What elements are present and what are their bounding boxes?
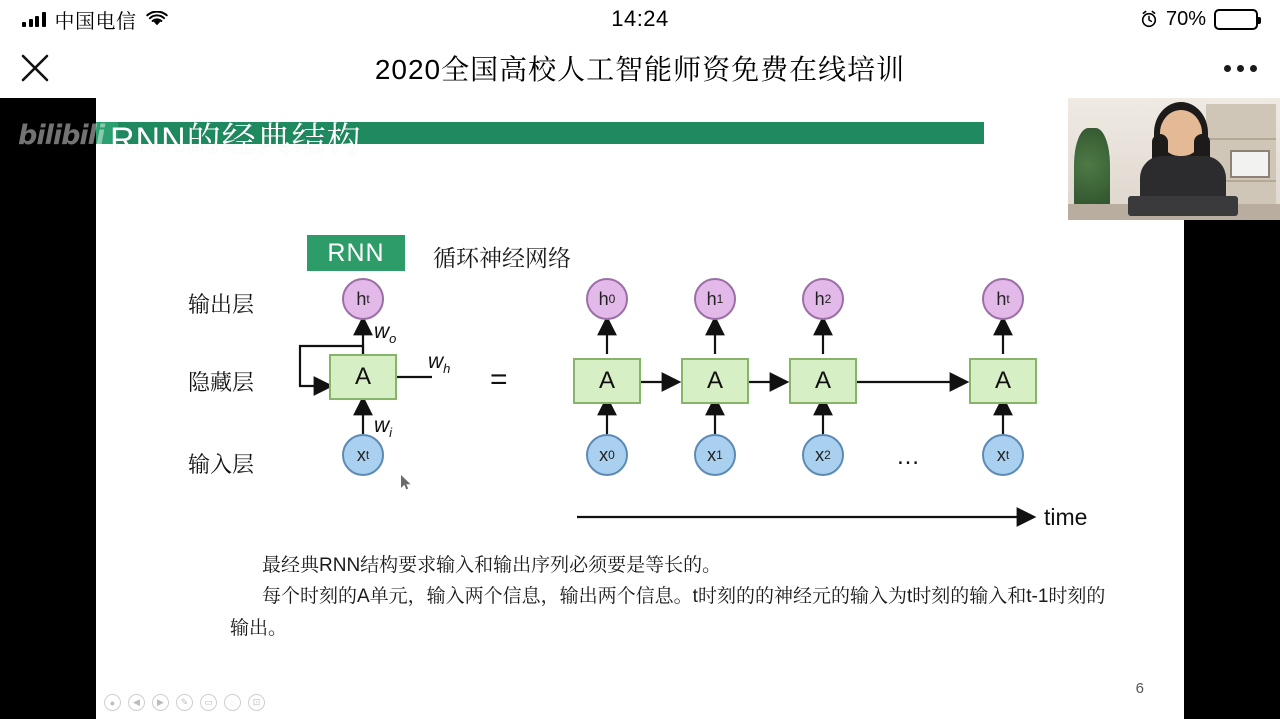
node-a-0: A <box>573 358 641 404</box>
video-player[interactable] <box>0 98 1280 719</box>
label-output-layer: 输出层 <box>188 292 255 317</box>
node-h-1 <box>694 278 736 320</box>
toolbar-grid-icon[interactable]: ⊡ <box>248 694 265 711</box>
slide-body-line-1: 最经典RNN结构要求输入和输出序列必须要是等长的。 <box>262 555 722 576</box>
slide-body-text <box>230 550 1130 644</box>
equals-sign: = <box>490 363 508 396</box>
alarm-clock-icon <box>1140 10 1158 28</box>
rnn-caption: 循环神经网络 <box>433 245 571 271</box>
mouse-cursor <box>400 474 412 490</box>
node-h-subscript: t <box>366 292 370 306</box>
node-h-0-label: h <box>598 288 609 309</box>
label-input-layer: 输入层 <box>188 452 255 477</box>
toolbar-prev-icon[interactable]: ◀ <box>128 694 145 711</box>
node-x-1-label: x <box>707 444 717 465</box>
more-options-icon[interactable] <box>1200 38 1280 98</box>
node-h-2 <box>802 278 844 320</box>
battery-icon <box>1214 9 1258 30</box>
webcam-laptop <box>1128 196 1238 216</box>
node-a-2: A <box>789 358 857 404</box>
navigation-bar <box>0 38 1280 98</box>
webcam-monitor <box>1230 150 1270 178</box>
slide-title: RNN的经典结构 <box>110 121 362 159</box>
toolbar-next-icon[interactable]: ▶ <box>152 694 169 711</box>
status-bar-clock: 14:24 <box>611 6 669 31</box>
node-h-label: h <box>356 288 367 309</box>
node-h-t-subscript: t <box>1006 292 1010 306</box>
node-x-t-label: x <box>996 444 1006 465</box>
node-x-folded <box>342 434 384 476</box>
node-x-0-subscript: 0 <box>608 448 615 462</box>
toolbar-zoom-icon[interactable]: ◌ <box>224 694 241 711</box>
node-h-t-label: h <box>996 288 1007 309</box>
presenter-webcam[interactable] <box>1068 98 1280 220</box>
status-bar-right <box>1140 8 1258 31</box>
node-x-subscript: t <box>365 448 370 462</box>
rnn-badge: RNN <box>307 235 405 271</box>
time-axis-label: time <box>1044 504 1088 530</box>
node-h-t <box>982 278 1024 320</box>
node-a-t: A <box>969 358 1037 404</box>
toolbar-pen-icon[interactable]: ✎ <box>176 694 193 711</box>
node-x-2 <box>802 434 844 476</box>
battery-percent-label: 70% <box>1165 7 1206 30</box>
weight-wo-subscript: o <box>389 331 397 347</box>
weight-wh-symbol: w <box>428 350 444 373</box>
toolbar-record-icon[interactable]: ● <box>104 694 121 711</box>
node-x-t <box>982 434 1024 476</box>
toolbar-frame-icon[interactable]: ▭ <box>200 694 217 711</box>
slide-body-line-3: 输出。 <box>230 617 288 639</box>
node-h-2-subscript: 2 <box>824 292 832 306</box>
weight-wi-label <box>374 414 392 440</box>
close-icon[interactable] <box>0 38 70 98</box>
weight-wh-subscript: h <box>443 361 451 377</box>
node-h-2-label: h <box>814 288 825 309</box>
node-a-folded: A <box>329 354 397 400</box>
node-x-t-subscript: t <box>1005 448 1010 462</box>
carrier-label: 中国电信 <box>54 10 137 33</box>
node-h-1-subscript: 1 <box>716 292 724 306</box>
slide-page-number: 6 <box>1135 680 1144 697</box>
node-x-2-subscript: 2 <box>824 448 831 462</box>
node-x-0-label: x <box>599 444 609 465</box>
slide-body-line-2: 每个时刻的A单元，输入两个信息，输出两个信息。t时刻的的神经元的输入为t时刻的输入和t-1时刻的 <box>262 586 1106 608</box>
slide-toolbar[interactable] <box>104 694 265 711</box>
node-x-1-subscript: 1 <box>716 448 723 462</box>
label-hidden-layer: 隐藏层 <box>188 370 255 395</box>
weight-wo-symbol: w <box>374 320 390 343</box>
weight-wi-symbol: w <box>374 414 390 437</box>
ellipsis-label: … <box>896 443 922 470</box>
node-x-2-label: x <box>815 444 825 465</box>
node-x-0 <box>586 434 628 476</box>
status-bar <box>0 0 1280 38</box>
page-title: 2020全国高校人工智能师资免费在线培训 <box>374 54 906 85</box>
weight-wo-label <box>374 320 396 346</box>
node-h-folded <box>342 278 384 320</box>
node-a-1: A <box>681 358 749 404</box>
node-x-1 <box>694 434 736 476</box>
node-h-1-label: h <box>706 288 717 309</box>
weight-wi-subscript: i <box>389 425 393 441</box>
node-h-0-subscript: 0 <box>608 292 616 306</box>
node-x-label: x <box>356 444 366 465</box>
bilibili-watermark: bilibili <box>18 120 105 151</box>
weight-wh-label <box>428 350 450 376</box>
node-h-0 <box>586 278 628 320</box>
presentation-slide <box>96 98 1184 719</box>
